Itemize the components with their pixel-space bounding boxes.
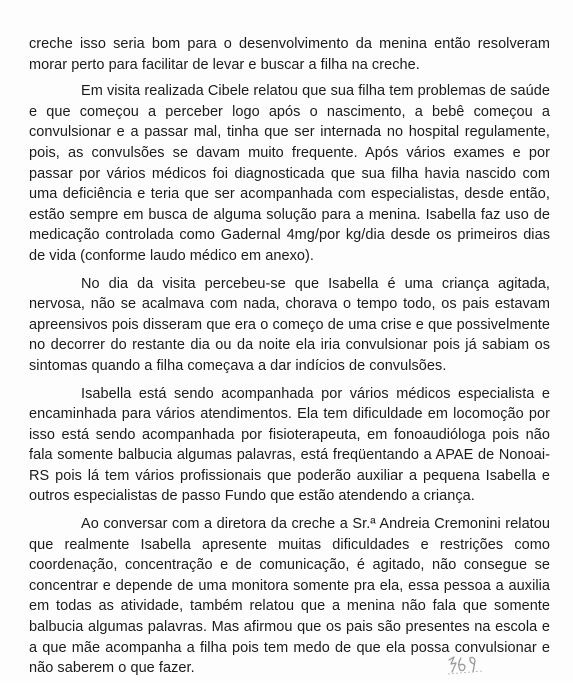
paragraph-school-director: Ao conversar com a diretora da creche a Sr.ª Andreia Cremonini relatou que realmente Isabella apresente muitas dificuldades e restrições como coordenação, concentração e de comunicação, é agitado, não consegue se concentrar e depende de uma monitora somente pra ela, essa pessoa a auxilia em todas as atividade, também relatou que a menina não fala que somente balbucia algumas palavras. Mas afirmou que os pais são presentes na escola e a que mãe acompanha a filha pois tem medo de que ela possa convulsionar e não saberem o que fazer. <box>29 516 550 677</box>
handwritten-page-mark <box>446 654 486 676</box>
document-body <box>29 34 550 686</box>
paragraph-visit-observation: No dia da visita percebeu-se que Isabella é uma criança agitada, nervosa, não se acalmava com nada, chorava o tempo todo, os pais estavam apreensivos pois disseram que era o começo de uma crise e que possivelmente no decorrer do restante dia ou da noite ela iria convulsionar pois já sabiam os sintomas quando a filha começava a dar indícios de convulsões. <box>29 275 550 374</box>
paragraph-visit-report: Em visita realizada Cibele relatou que sua filha tem problemas de saúde e que começou a perceber logo após o nascimento, a bebê começou a convulsionar e a passar mal, tinha que ser internada no hospital regulamente, pois, as convulsões se davam muito frequente. Após vários exames e por passar por vários médicos foi diagnosticada que sua filha havia nascido com uma deficiência e teria que ser acompanhada com especialistas, desde então, estão sempre em busca de alguma solução para a menina. Isabella faz uso de medicação controlada como Gadernal 4mg/por kg/dia desde os primeiros dias de vida (conforme laudo médico em anexo). <box>29 83 550 264</box>
paragraph-medical-follow-up: Isabella está sendo acompanhada por vários médicos especialista e encaminhada para vários atendimentos. Ela tem dificuldade em locomoção por isso está sendo acompanhada por fisioterapeuta, em fonoaudióloga pois não fala somente balbucia algumas palavras, está freqüentando a APAE de Nonoai-RS pois lá tem vários profissionais que poderão auxiliar a pequena Isabella e outros especialistas de passo Fundo que estão atendendo a criança. <box>29 385 550 505</box>
paragraph-continuation: creche isso seria bom para o desenvolvimento da menina então resolveram morar perto para facilitar de levar e buscar a filha na creche. <box>29 36 550 73</box>
